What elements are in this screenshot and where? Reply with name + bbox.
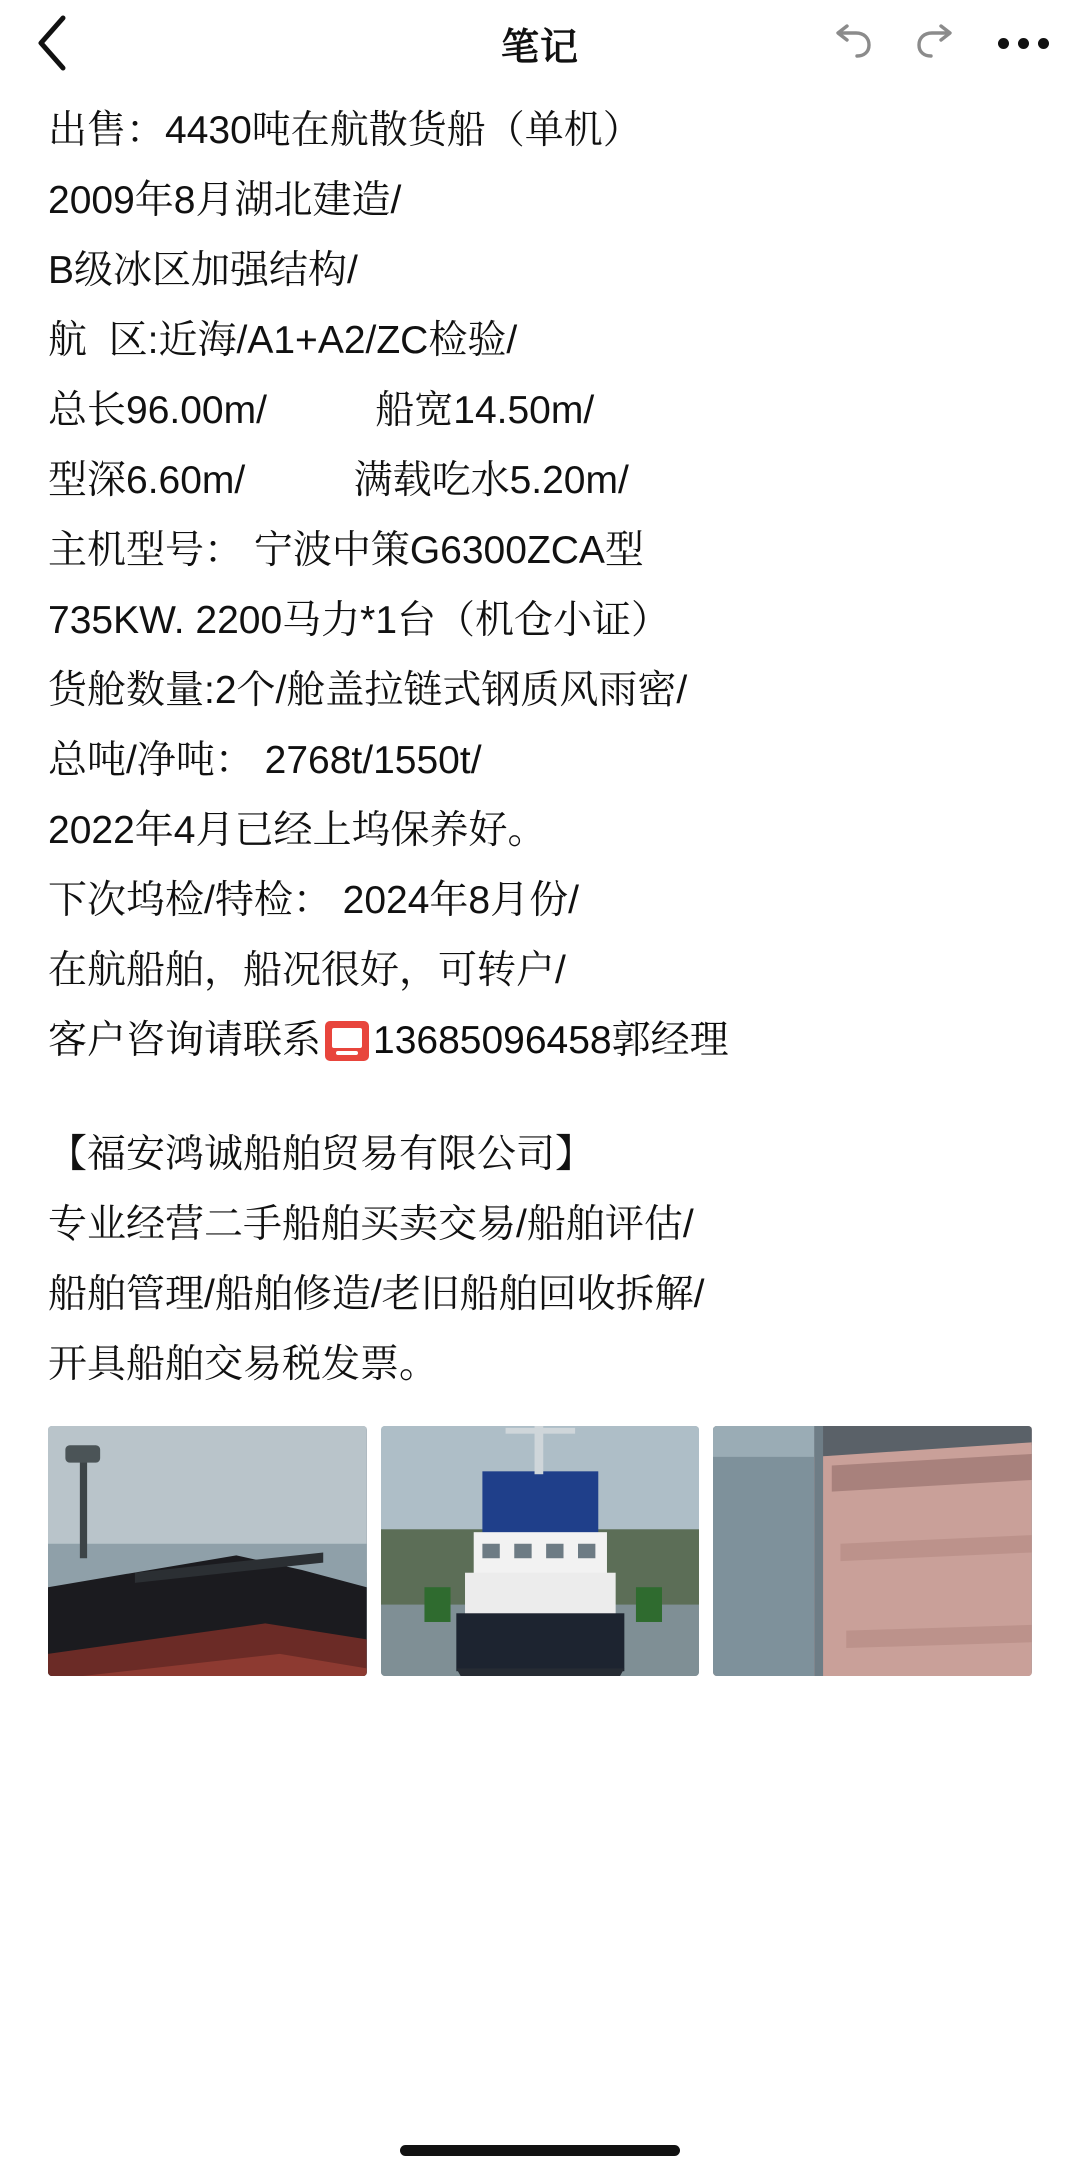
more-options-button[interactable] xyxy=(1000,20,1046,66)
contact-phone-text: 13685096458郭经理 xyxy=(373,1019,729,1062)
note-line: 型深6.60m/ 满载吃水5.20m/ xyxy=(48,459,629,502)
note-line: 航 区:近海/A1+A2/ZC检验/ xyxy=(48,319,518,362)
toolbar-actions xyxy=(828,20,1046,66)
photo-cargo-hold-deck[interactable] xyxy=(713,1426,1032,1676)
note-line: 货舱数量:2个/舱盖拉链式钢质风雨密/ xyxy=(48,669,688,712)
contact-prefix-text: 客户咨询请联系 xyxy=(48,1019,322,1062)
note-line: 下次坞检/特检： 2024年8月份/ xyxy=(48,879,579,922)
note-line: 2009年8月湖北建造/ xyxy=(48,179,402,222)
redo-button[interactable] xyxy=(914,20,960,66)
undo-icon xyxy=(828,21,874,66)
company-line: 开具船舶交易税发票。 xyxy=(48,1343,439,1386)
undo-button[interactable] xyxy=(828,20,874,66)
note-line: 在航船舶，船况很好，可转户/ xyxy=(48,949,566,992)
company-line: 船舶管理/船舶修造/老旧船舶回收拆解/ xyxy=(48,1273,705,1316)
note-line: 735KW. 2200马力*1台（机仓小证） xyxy=(48,599,671,642)
photo-bulk-carrier-bow[interactable] xyxy=(48,1426,367,1676)
more-dots-icon xyxy=(998,38,1049,49)
contact-line xyxy=(48,1006,1032,1076)
spacer-line xyxy=(48,1076,1032,1120)
note-content[interactable] xyxy=(0,86,1080,1400)
note-line: 2022年4月已经上坞保养好。 xyxy=(48,809,547,852)
note-line: 出售：4430吨在航散货船（单机） xyxy=(48,109,642,152)
telephone-icon xyxy=(325,1021,369,1061)
note-line: B级冰区加强结构/ xyxy=(48,249,358,292)
note-line: 主机型号： 宁波中策G6300ZCA型 xyxy=(48,529,644,572)
photo-attachments xyxy=(0,1400,1080,1676)
redo-icon xyxy=(914,21,960,66)
home-indicator xyxy=(400,2145,680,2156)
back-button[interactable] xyxy=(34,13,86,73)
company-line: 【福安鸿诚船舶贸易有限公司】 xyxy=(48,1133,595,1176)
top-navigation-bar xyxy=(0,0,1080,86)
note-line: 总吨/净吨： 2768t/1550t/ xyxy=(48,739,482,782)
photo-vessel-front-view[interactable] xyxy=(381,1426,700,1676)
page-title: 笔记 xyxy=(500,26,579,69)
chevron-left-icon xyxy=(34,14,70,72)
note-line: 总长96.00m/ 船宽14.50m/ xyxy=(48,389,595,432)
company-line: 专业经营二手船舶买卖交易/船舶评估/ xyxy=(48,1203,694,1246)
